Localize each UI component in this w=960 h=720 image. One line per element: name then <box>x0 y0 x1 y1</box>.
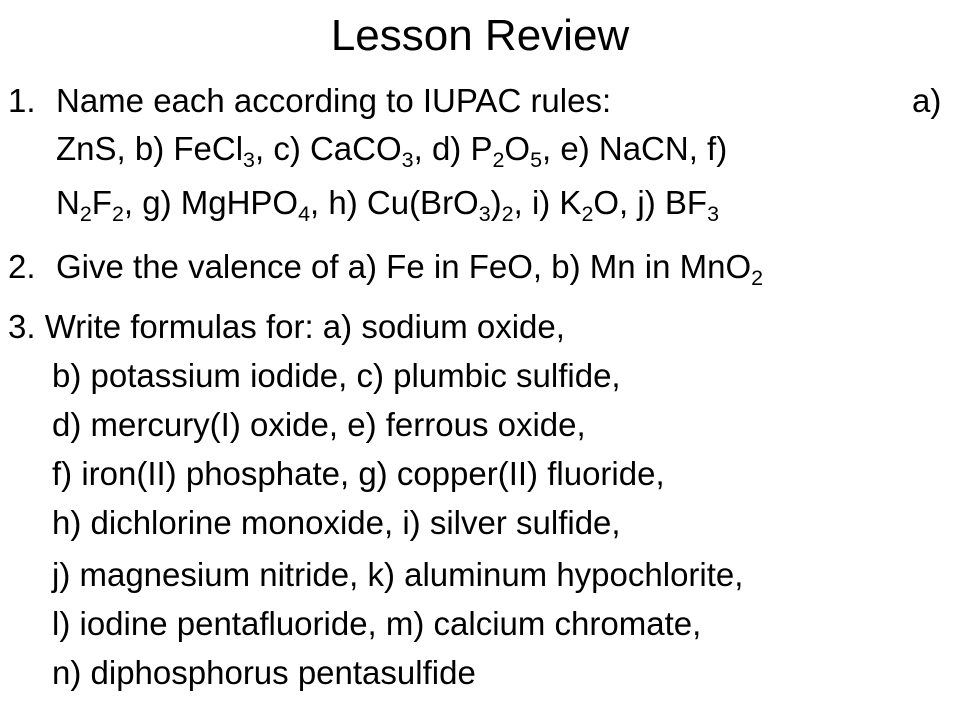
question-text: l) iodine pentafluoride, m) calcium chromate, <box>52 605 702 642</box>
question-text: ZnS, b) FeCl$_3$, c) CaCO$_3$, d) $P_2O_5$, e) NaCN, f) <box>56 130 728 172</box>
question-text: 3. Write formulas for: a) sodium oxide, <box>8 308 565 345</box>
question-number: 2. <box>8 248 36 285</box>
question-number: 1. <box>8 82 36 119</box>
question-text: Give the valence of a) Fe in FeO, b) Mn in MnO$_2$ <box>56 248 764 290</box>
slide-title: Lesson Review <box>330 11 630 60</box>
question-text: d) mercury(I) oxide, e) ferrous oxide, <box>52 406 586 443</box>
question-text: b) potassium iodide, c) plumbic sulfide, <box>52 357 621 394</box>
question-text: a) <box>912 82 942 119</box>
question-text: n) diphosphorus pentasulfide <box>52 654 476 691</box>
question-text: j) magnesium nitride, k) aluminum hypochlorite, <box>52 556 744 593</box>
question-text: f) iron(II) phosphate, g) copper(II) fluoride, <box>52 455 665 492</box>
question-text: Name each according to IUPAC rules: <box>56 82 612 119</box>
question-text: $N_2F_2$, g) MgHPO$_4$, h) $Cu(BrO_3)_2$, i) $K_2O$, j) $BF_3$ <box>56 184 719 226</box>
question-text: h) dichlorine monoxide, i) silver sulfide, <box>52 504 621 541</box>
